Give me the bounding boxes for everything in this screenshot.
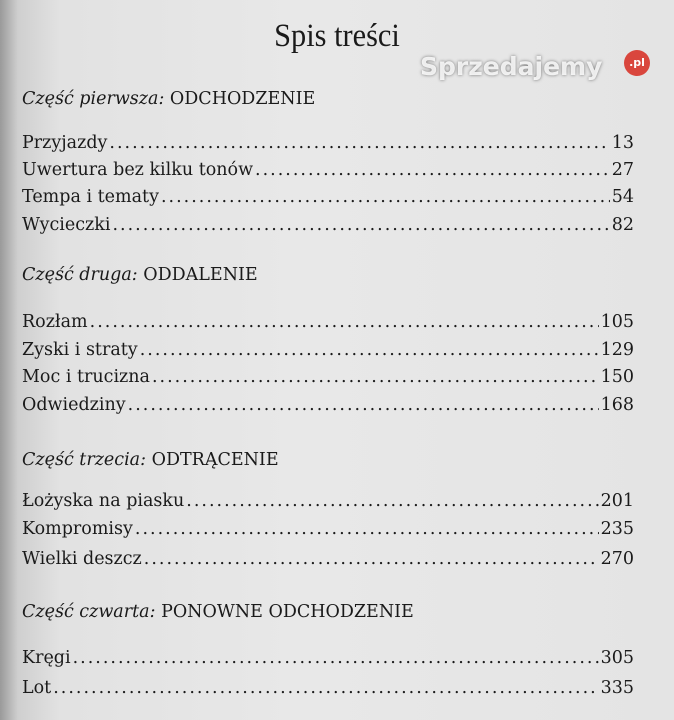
part-heading [22, 265, 258, 285]
dot-leader [53, 678, 598, 698]
entry-title: Kompromisy [22, 519, 133, 539]
entry-page: 150 [600, 367, 634, 387]
toc-entry [22, 215, 634, 235]
part-name: PONOWNE ODCHODZENIE [161, 602, 414, 622]
dot-leader [255, 160, 610, 180]
watermark: Sprzedajemy [420, 52, 603, 81]
part-name: ODTRĄCENIE [151, 450, 279, 470]
dot-leader [90, 312, 599, 332]
page-title: Spis treści [274, 18, 400, 54]
dot-leader [144, 549, 599, 569]
toc-entry [22, 340, 634, 360]
entry-page: 235 [600, 519, 634, 539]
part-label: Część druga: [22, 265, 138, 285]
part-name: ODDALENIE [143, 265, 258, 285]
toc-entry [22, 312, 634, 332]
toc-entry [22, 395, 634, 415]
toc-entry [22, 133, 634, 153]
entry-title: Lot [22, 678, 52, 698]
part-heading [22, 89, 315, 109]
entry-page: 129 [600, 340, 634, 360]
part-heading [22, 602, 414, 622]
dot-leader [128, 395, 599, 415]
dot-leader [73, 648, 599, 668]
dot-leader [112, 215, 609, 235]
toc-entry [22, 678, 634, 698]
dot-leader [152, 367, 599, 387]
part-heading [22, 450, 279, 470]
entry-title: Rozłam [22, 312, 88, 332]
part-label: Część pierwsza: [22, 89, 165, 109]
dot-leader [161, 187, 610, 207]
toc-entry [22, 491, 634, 511]
dot-leader [186, 491, 598, 511]
toc-entry [22, 160, 634, 180]
toc-entry [22, 187, 634, 207]
toc-entry [22, 519, 634, 539]
dot-leader [135, 519, 599, 539]
entry-page: 105 [600, 312, 634, 332]
entry-title: Wielki deszcz [22, 549, 142, 569]
part-label: Część czwarta: [22, 602, 156, 622]
part-label: Część trzecia: [22, 450, 147, 470]
entry-page: 305 [600, 648, 634, 668]
entry-title: Łożyska na piasku [22, 491, 185, 511]
toc-entry [22, 648, 634, 668]
entry-page: 270 [600, 549, 634, 569]
entry-page: 168 [600, 395, 634, 415]
dot-leader [140, 340, 599, 360]
entry-title: Tempa i tematy [22, 187, 159, 207]
entry-page: 27 [611, 160, 634, 180]
part-name: ODCHODZENIE [169, 89, 316, 109]
entry-title: Uwertura bez kilku tonów [22, 160, 254, 180]
watermark-badge-icon: .pl [624, 50, 650, 76]
entry-page: 54 [611, 187, 634, 207]
toc-entry [22, 549, 634, 569]
entry-title: Moc i trucizna [22, 367, 150, 387]
entry-page: 201 [600, 491, 634, 511]
entry-title: Wycieczki [22, 215, 111, 235]
entry-title: Zyski i straty [22, 340, 138, 360]
entry-page: 335 [600, 678, 634, 698]
entry-page: 13 [611, 133, 634, 153]
entry-title: Kręgi [22, 648, 71, 668]
dot-leader [109, 133, 609, 153]
toc-entry [22, 367, 634, 387]
entry-page: 82 [611, 215, 634, 235]
entry-title: Przyjazdy [22, 133, 108, 153]
entry-title: Odwiedziny [22, 395, 126, 415]
